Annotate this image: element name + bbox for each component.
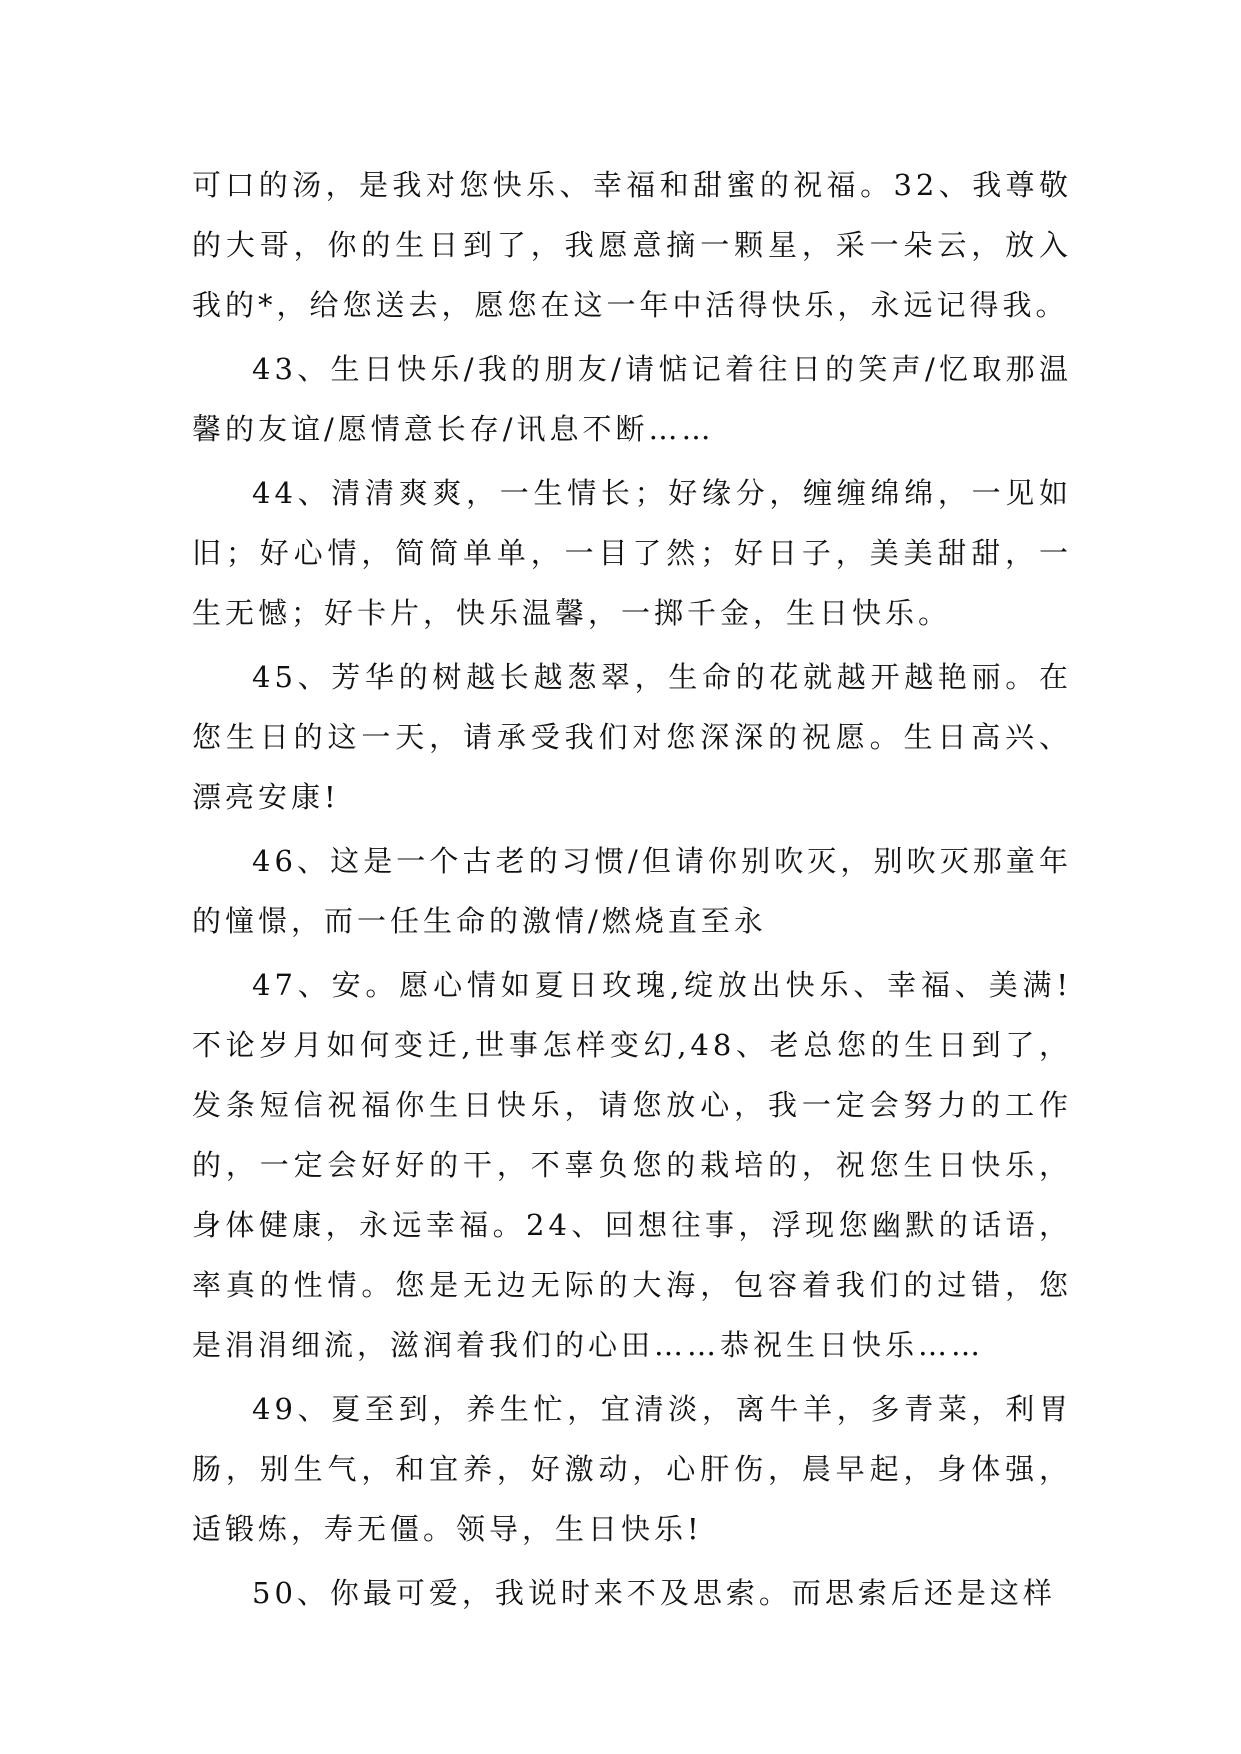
paragraph-continuation: 可口的汤，是我对您快乐、幸福和甜蜜的祝福。32、我尊敬的大哥，你的生日到了，我愿意摘一颗星，采一朵云，放入我的*，给您送去，愿您在这一年中活得快乐，永远记得我。 — [192, 168, 1072, 322]
paragraph-46: 46、这是一个古老的习惯/但请你别吹灭，别吹灭那童年的憧憬，而一任生命的激情/燃烧直至永 — [192, 844, 1072, 938]
paragraph-45: 45、芳华的树越长越葱翠，生命的花就越开越艳丽。在您生日的这一天，请承受我们对您深深的祝愿。生日高兴、漂亮安康! — [192, 660, 1072, 814]
paragraph-44: 44、清清爽爽，一生情长；好缘分，缠缠绵绵，一见如旧；好心情，简简单单，一目了然；好日子，美美甜甜，一生无憾；好卡片，快乐温馨，一掷千金，生日快乐。 — [192, 476, 1072, 630]
document-page — [192, 155, 1072, 1627]
paragraph-50: 50、你最可爱，我说时来不及思索。而思索后还是这样 — [252, 1576, 1056, 1610]
paragraph-49: 49、夏至到，养生忙，宜清淡，离牛羊，多青菜，利胃肠，别生气，和宜养，好激动，心肝伤，晨早起，身体强，适锻炼，寿无僵。领导，生日快乐! — [192, 1392, 1072, 1546]
paragraph-43: 43、生日快乐/我的朋友/请惦记着往日的笑声/忆取那温馨的友谊/愿情意长存/讯息不断…… — [192, 352, 1072, 446]
paragraph-47: 47、安。愿心情如夏日玫瑰,绽放出快乐、幸福、美满!不论岁月如何变迁,世事怎样变幻,48、老总您的生日到了，发条短信祝福你生日快乐，请您放心，我一定会努力的工作的，一定会好好的干，不辜负您的栽培的，祝您生日快乐，身体健康，永远幸福。24、回想往事，浮现您幽默的话语，率真的性情。您是无边无际的大海，包容着我们的过错，您是涓涓细流，滋润着我们的心田……恭祝生日快乐…… — [192, 968, 1072, 1362]
